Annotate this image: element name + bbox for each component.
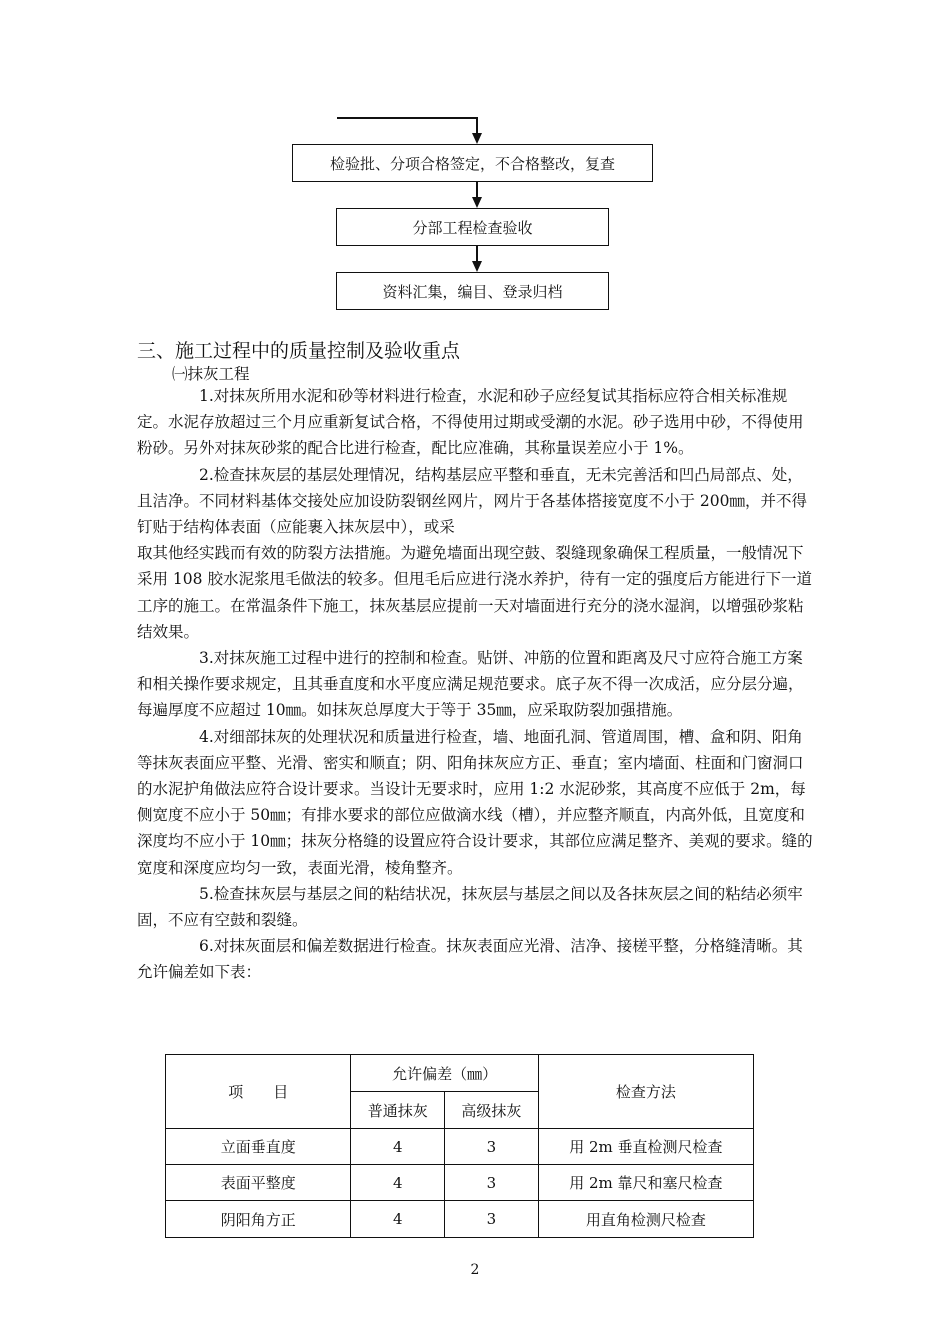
table-cell-method: 用直角检测尺检查 (538, 1201, 753, 1238)
table-row (166, 1201, 754, 1238)
paragraph-6: 6.对抹灰面层和偏差数据进行检查。抹灰表面应光滑、洁净、接槎平整，分格缝清晰。其允许偏差如下表： (137, 937, 803, 982)
paragraph-3: 3.对抹灰施工过程中进行的控制和检查。贴饼、冲筋的位置和距离及尺寸应符合施工方案和相关操作要求规定，且其垂直度和水平度应满足规范要求。底子灰不得一次成活，应分层分遍，每遍厚度不应超过 10㎜。如抹灰总厚度大于等于 35㎜，应采取防裂加强措施。 (137, 649, 804, 720)
flow-box-acceptance-label: 分部工程检查验收 (412, 218, 533, 237)
paragraph-1: 1.对抹灰所用水泥和砂等材料进行检查，水泥和砂子应经复试其指标应符合相关标准规定。水泥存放超过三个月应重新复试合格，不得使用过期或受潮的水泥。砂子选用中砂，不得使用粉砂。另外对抹灰砂浆的配合比进行检查，配比应准确，其称量误差应小于 1%。 (137, 387, 804, 458)
table-header-normal: 普通抹灰 (351, 1092, 445, 1129)
flow-box-archive (336, 272, 609, 310)
paragraph-2b: 取其他经实践而有效的防裂方法措施。为避免墙面出现空鼓、裂缝现象确保工程质量，一般情况下采用 108 胶水泥浆甩毛做法的较多。但甩毛后应进行浇水养护，待有一定的强度后方能进行下一道工序的施工。在常温条件下施工，抹灰基层应提前一天对墙面进行充分的浇水湿润，以增强砂浆粘结效果。 (137, 544, 812, 641)
section-subtitle: ㈠抹灰工程 (172, 365, 250, 383)
flow-connector-top-horizontal (337, 117, 477, 119)
table-cell-item: 立面垂直度 (166, 1129, 351, 1165)
body-text (137, 383, 816, 986)
table-row (166, 1129, 754, 1165)
paragraph-5: 5.检查抹灰层与基层之间的粘结状况，抹灰层与基层之间以及各抹灰层之间的粘结必须牢固，不应有空鼓和裂缝。 (137, 884, 803, 930)
flow-box-acceptance (336, 208, 609, 246)
flow-box-inspection (292, 144, 653, 182)
table-header-tolerance: 允许偏差（㎜） (351, 1055, 538, 1092)
table-cell-normal: 4 (351, 1201, 445, 1238)
flow-arrow-1 (472, 133, 482, 144)
table-cell-item: 阴阳角方正 (166, 1201, 351, 1238)
table-cell-normal: 4 (351, 1129, 445, 1165)
table-header-high: 高级抹灰 (445, 1092, 539, 1129)
section-title: 三、施工过程中的质量控制及验收重点 (137, 340, 461, 362)
table-cell-high: 3 (445, 1201, 539, 1238)
paragraph-4: 4.对细部抹灰的处理状况和质量进行检查，墙、地面孔洞、管道周围，槽、盒和阴、阳角等抹灰表面应平整、光滑、密实和顺直；阴、阳角抹灰应方正、垂直；室内墙面、柱面和门窗洞口的水泥护角做法应符合设计要求。当设计无要求时，应用 1:2 水泥砂浆，其高度不应低于 2m，每侧宽度不应小于 50㎜；有排水要求的部位应做滴水线（槽），并应整齐顺直，内高外低，且宽度和深度均不应小于 10㎜；抹灰分格缝的设置应符合设计要求，其部位应满足整齐、美观的要求。缝的宽度和深度应均匀一致，表面光滑，棱角整齐。 (137, 727, 813, 877)
flow-box-inspection-label: 检验批、分项合格签定，不合格整改，复查 (329, 154, 615, 173)
table-header-method: 检查方法 (538, 1055, 753, 1129)
tolerance-table (165, 1054, 754, 1238)
page-number: 2 (470, 1262, 480, 1278)
table-cell-method: 用 2m 垂直检测尺检查 (538, 1129, 753, 1165)
table-cell-high: 3 (445, 1165, 539, 1201)
paragraph-2a: 2.检查抹灰层的基层处理情况，结构基层应平整和垂直，无未完善活和凹凸局部点、处，且洁净。不同材料基体交接处应加设防裂钢丝网片，网片于各基体搭接宽度不小于 200㎜，并不得钉贴于结构体表面（应能裹入抹灰层中），或采 (137, 465, 808, 537)
table-cell-item: 表面平整度 (166, 1165, 351, 1201)
flow-box-archive-label: 资料汇集，编目、登录归档 (382, 282, 563, 301)
table-row (166, 1165, 754, 1201)
flow-arrow-3 (472, 261, 482, 272)
flow-arrow-2 (472, 197, 482, 208)
table-cell-normal: 4 (351, 1165, 445, 1201)
table-header-item: 项 目 (166, 1055, 351, 1129)
table-cell-high: 3 (445, 1129, 539, 1165)
table-cell-method: 用 2m 靠尺和塞尺检查 (538, 1165, 753, 1201)
